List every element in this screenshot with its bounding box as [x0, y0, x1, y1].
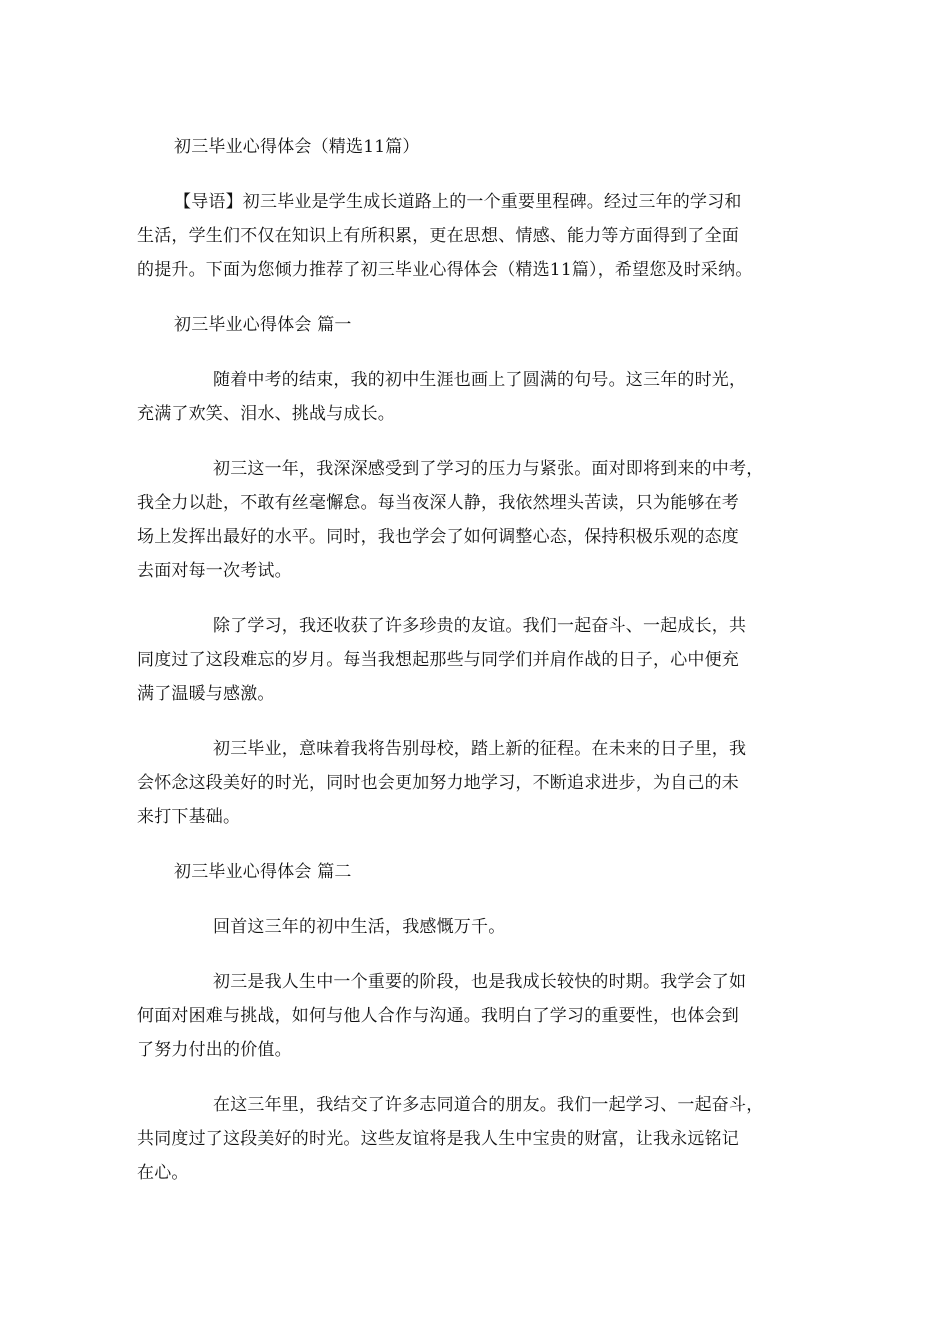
paragraph-line: 在这三年里，我结交了许多志同道合的朋友。我们一起学习、一起奋斗，	[213, 1095, 764, 1115]
paragraph-line: 回首这三年的初中生活，我感慨万千。	[213, 917, 506, 937]
paragraph-line: 除了学习，我还收获了许多珍贵的友谊。我们一起奋斗、一起成长，共	[213, 616, 747, 636]
paragraph-line: 会怀念这段美好的时光，同时也会更加努力地学习，不断追求进步，为自己的未	[137, 773, 739, 793]
paragraph-line: 随着中考的结束，我的初中生涯也画上了圆满的句号。这三年的时光，	[213, 370, 747, 390]
paragraph-line: 何面对困难与挑战，如何与他人合作与沟通。我明白了学习的重要性，也体会到	[137, 1006, 739, 1026]
paragraph-line: 在心。	[137, 1163, 189, 1183]
document-title: 初三毕业心得体会（精选11篇）	[174, 137, 420, 157]
paragraph-line: 初三毕业，意味着我将告别母校，踏上新的征程。在未来的日子里，我	[213, 739, 747, 759]
intro-line: 生活，学生们不仅在知识上有所积累，更在思想、情感、能力等方面得到了全面	[137, 226, 739, 246]
paragraph-line: 充满了欢笑、泪水、挑战与成长。	[137, 404, 395, 424]
paragraph-line: 满了温暖与感激。	[137, 684, 275, 704]
paragraph-line: 同度过了这段难忘的岁月。每当我想起那些与同学们并肩作战的日子，心中便充	[137, 650, 739, 670]
section-heading: 初三毕业心得体会 篇一	[174, 315, 352, 335]
paragraph-line: 去面对每一次考试。	[137, 561, 292, 581]
intro-line: 【导语】初三毕业是学生成长道路上的一个重要里程碑。经过三年的学习和	[174, 192, 742, 212]
paragraph-line: 初三是我人生中一个重要的阶段，也是我成长较快的时期。我学会了如	[213, 972, 747, 992]
paragraph-line: 来打下基础。	[137, 807, 241, 827]
paragraph-line: 我全力以赴，不敢有丝毫懈怠。每当夜深人静，我依然埋头苦读，只为能够在考	[137, 493, 739, 513]
intro-line: 的提升。下面为您倾力推荐了初三毕业心得体会（精选11篇），希望您及时采纳。	[137, 260, 753, 280]
paragraph-line: 场上发挥出最好的水平。同时，我也学会了如何调整心态，保持积极乐观的态度	[137, 527, 739, 547]
paragraph-line: 初三这一年，我深深感受到了学习的压力与紧张。面对即将到来的中考，	[213, 459, 764, 479]
paragraph-line: 共同度过了这段美好的时光。这些友谊将是我人生中宝贵的财富，让我永远铭记	[137, 1129, 739, 1149]
section-heading: 初三毕业心得体会 篇二	[174, 862, 352, 882]
paragraph-line: 了努力付出的价值。	[137, 1040, 292, 1060]
